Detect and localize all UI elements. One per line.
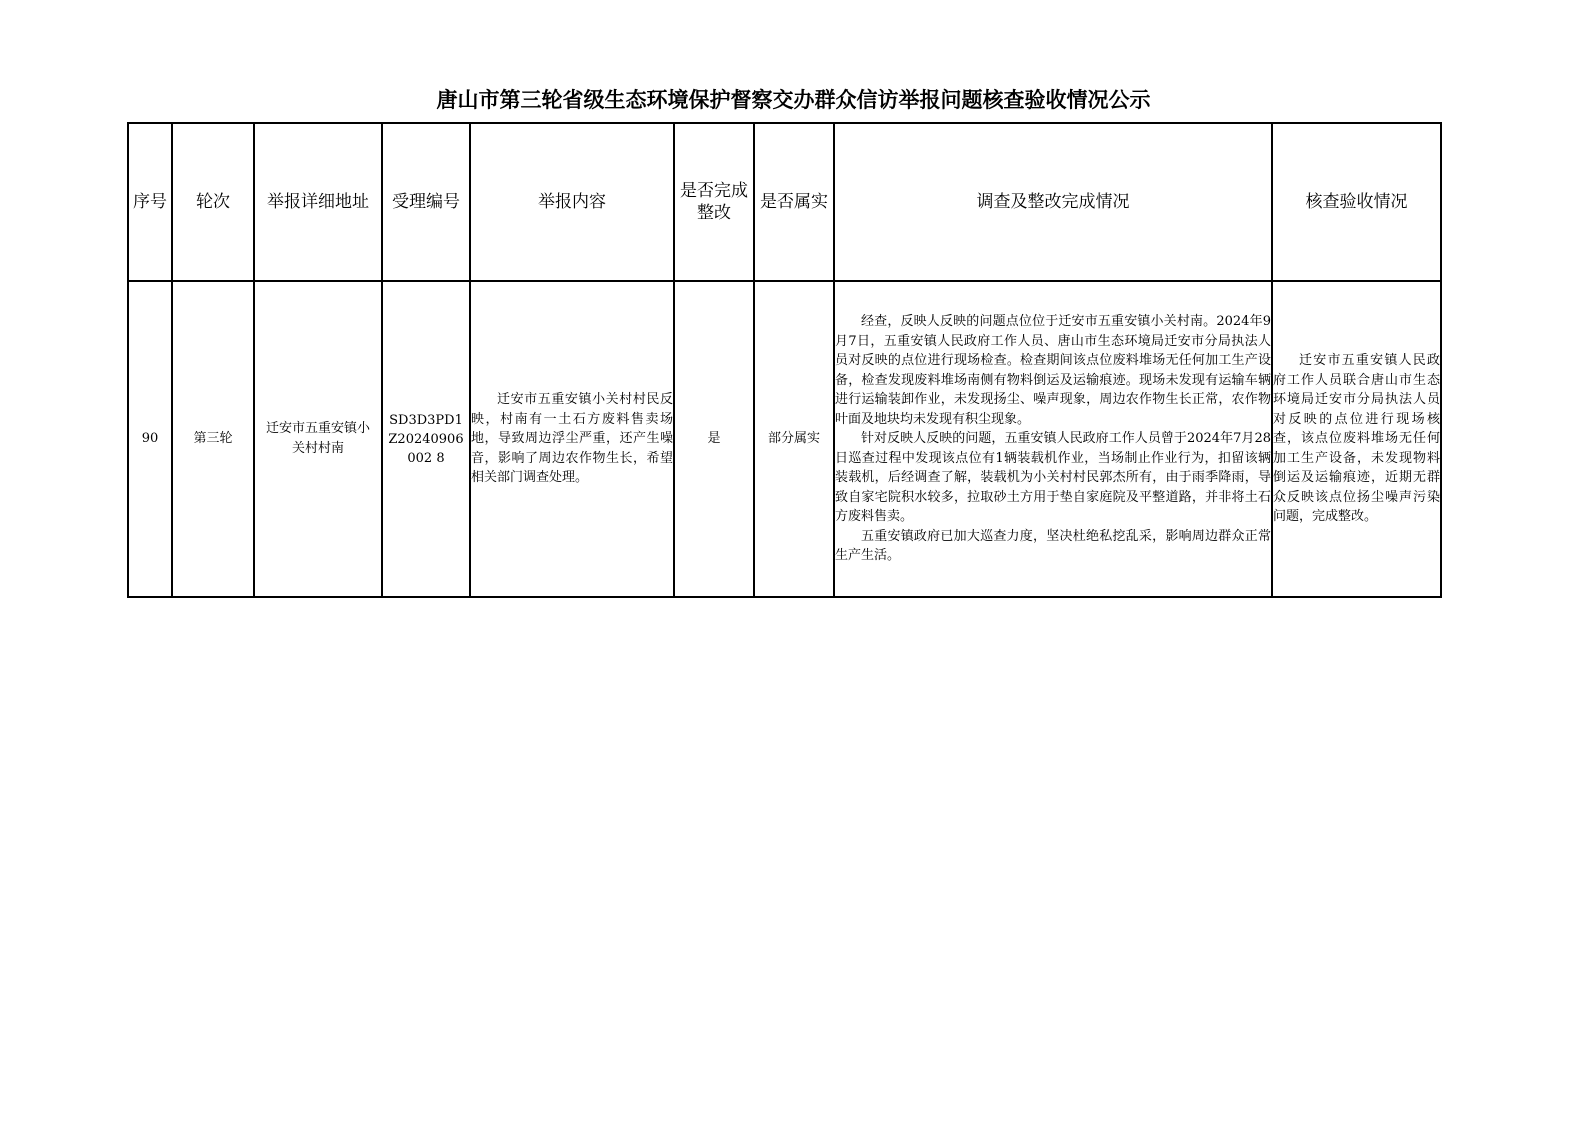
header-round: 轮次 <box>172 123 254 281</box>
table-header-row <box>128 123 1441 281</box>
cell-investigation <box>834 281 1272 597</box>
acceptance-text: 迁安市五重安镇人民政府工作人员联合唐山市生态环境局迁安市分局执法人员对反映的点位进行现场核查，该点位废料堆场无任何加工生产设备，未发现物料倒运及运输痕迹，近期无群众反映该点位扬尘噪声污染问题，完成整改。 <box>1273 353 1440 525</box>
header-case-no: 受理编号 <box>382 123 470 281</box>
header-investigation: 调查及整改完成情况 <box>834 123 1272 281</box>
cell-address <box>254 281 382 597</box>
cell-acceptance <box>1272 281 1441 597</box>
address-text: 迁安市五重安镇小关村村南 <box>265 421 370 456</box>
case-no-text: SD3D3PD1Z20240906002 8 <box>388 412 464 466</box>
page-title: 唐山市第三轮省级生态环境保护督察交办群众信访举报问题核查验收情况公示 <box>436 87 1151 112</box>
header-content: 举报内容 <box>470 123 674 281</box>
cell-rectified: 是 <box>674 281 754 597</box>
cell-round: 第三轮 <box>172 281 254 597</box>
header-verified: 是否属实 <box>754 123 834 281</box>
header-address: 举报详细地址 <box>254 123 382 281</box>
investigation-paragraph-3: 五重安镇政府已加大巡查力度，坚决杜绝私挖乱采，影响周边群众正常生产生活。 <box>835 528 1271 564</box>
header-acceptance: 核查验收情况 <box>1272 123 1441 281</box>
header-rectified: 是否完成整改 <box>674 123 754 281</box>
investigation-paragraph-2: 针对反映人反映的问题，五重安镇人民政府工作人员曾于2024年7月28日巡查过程中发现该点位有1辆装载机作业，当场制止作业行为，扣留该辆装载机，后经调查了解，装载机为小关村村民郭杰所有，由于雨季降雨，导致自家宅院积水较多，拉取砂土方用于垫自家庭院及平整道路，并非将土石方废料售卖。 <box>835 431 1271 525</box>
header-seq: 序号 <box>128 123 172 281</box>
cell-content <box>470 281 674 597</box>
content-text: 迁安市五重安镇小关村村民反映，村南有一土石方废料售卖场地，导致周边浮尘严重，还产生噪音，影响了周边农作物生长，希望相关部门调查处理。 <box>471 392 673 486</box>
cell-verified: 部分属实 <box>754 281 834 597</box>
table-row <box>128 281 1441 597</box>
report-table <box>127 122 1442 598</box>
investigation-paragraph-1: 经查，反映人反映的问题点位位于迁安市五重安镇小关村南。2024年9月7日，五重安镇人民政府工作人员、唐山市生态环境局迁安市分局执法人员对反映的点位进行现场检查。检查期间该点位废料堆场无任何加工生产设备，检查发现废料堆场南侧有物料倒运及运输痕迹。现场未发现有运输车辆进行运输装卸作业，未发现扬尘、噪声现象，周边农作物生长正常，农作物叶面及地块均未发现有积尘现象。 <box>835 314 1271 427</box>
cell-case-no <box>382 281 470 597</box>
cell-seq: 90 <box>128 281 172 597</box>
